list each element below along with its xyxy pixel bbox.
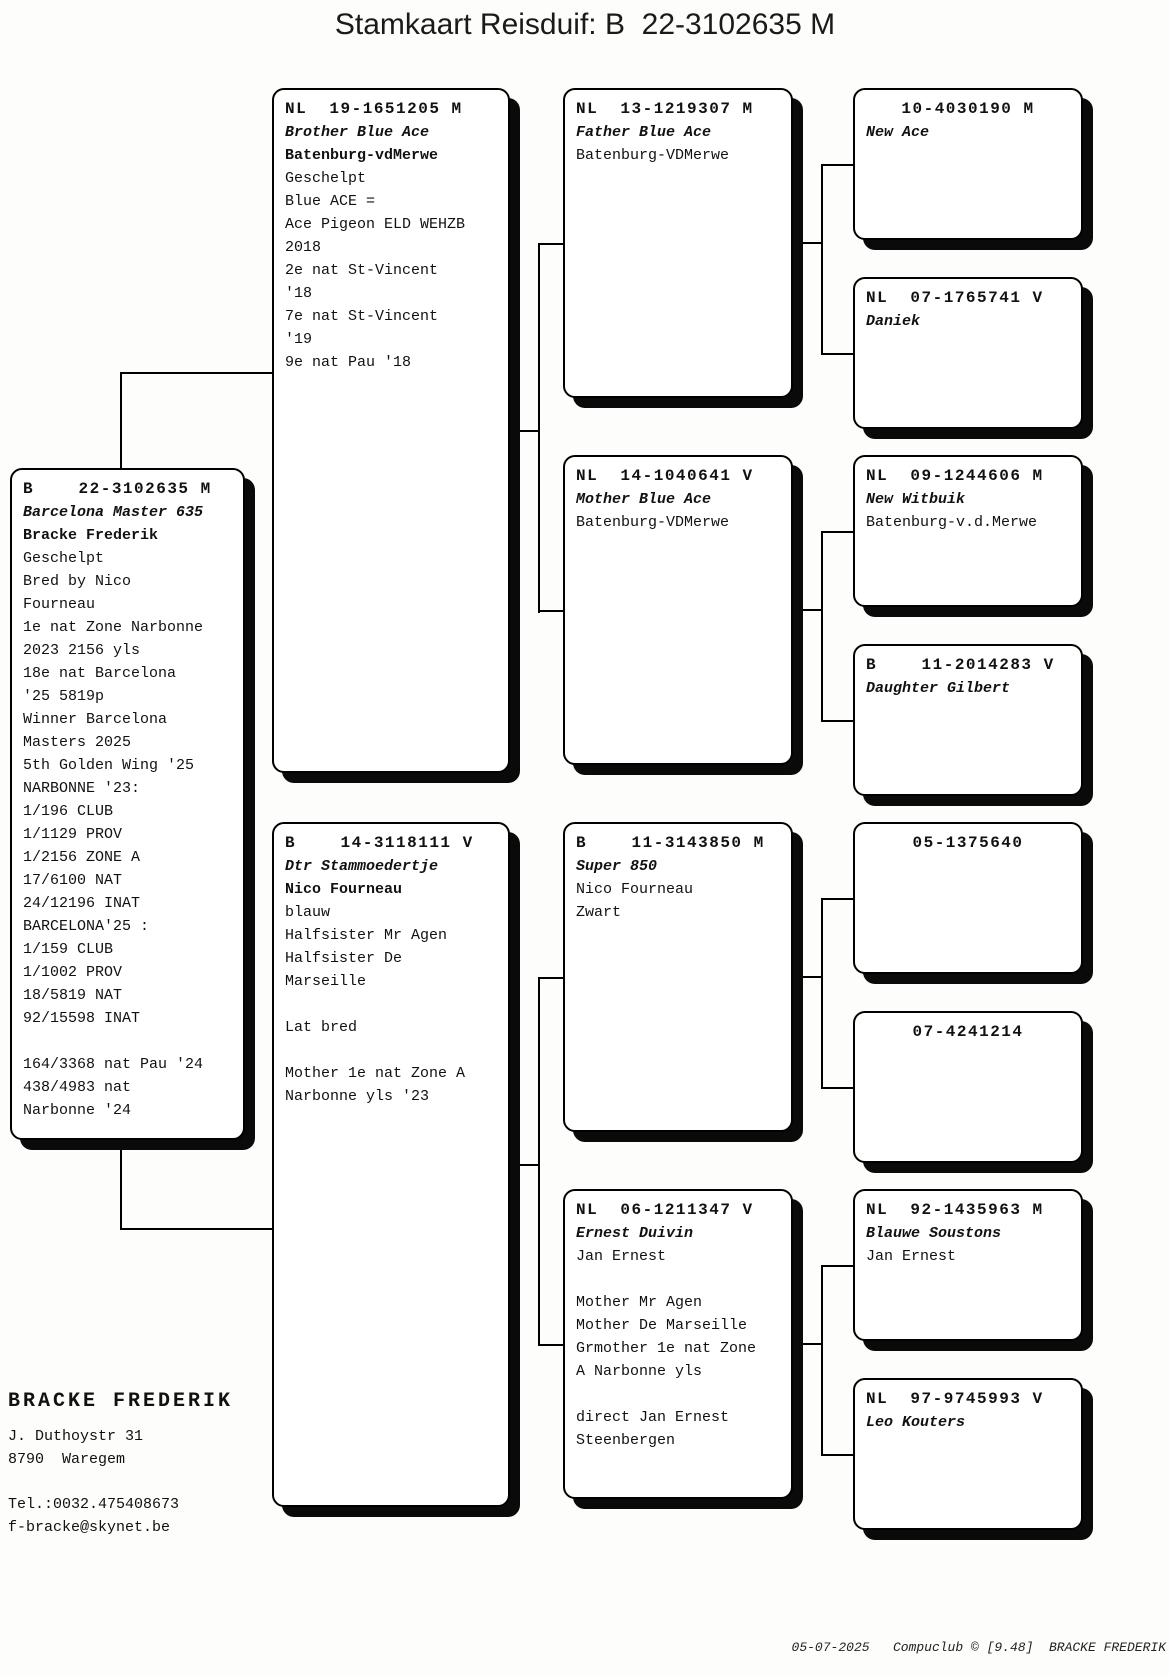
pedigree-line: 1/2156 ZONE A [23, 849, 141, 866]
pedigree-line: '18 [285, 285, 313, 302]
pigeon-box-father [272, 88, 510, 773]
pedigree-line: Nico Fourneau [285, 881, 403, 898]
pedigree-line: NL 97-9745993 V [866, 1390, 1044, 1408]
connector-line [821, 720, 855, 722]
connector-line [793, 242, 823, 244]
connector-line [510, 430, 540, 432]
pedigree-line: 5th Golden Wing '25 [23, 757, 195, 774]
connector-line [120, 372, 122, 470]
pedigree-line: NL 14-1040641 V [576, 467, 754, 485]
pedigree-line: Winner Barcelona [23, 711, 168, 728]
connector-line [793, 976, 823, 978]
pedigree-line: Batenburg-VDMerwe [576, 514, 730, 531]
pedigree-line: Fourneau [23, 596, 96, 613]
pedigree-line: Blauwe Soustons [866, 1225, 1002, 1242]
pigeon-box-great-grandparent-7 [853, 1189, 1083, 1341]
connector-line [821, 531, 823, 722]
connector-line [821, 1087, 855, 1089]
pedigree-line: Batenburg-v.d.Merwe [866, 514, 1038, 531]
pedigree-line: Batenburg-vdMerwe [285, 147, 439, 164]
connector-line [821, 898, 823, 1089]
pedigree-line: 18/5819 NAT [23, 987, 123, 1004]
pigeon-box-great-grandparent-3 [853, 455, 1083, 607]
pedigree-line: direct Jan Ernest [576, 1409, 730, 1426]
pedigree-line: New Ace [866, 124, 930, 141]
pigeon-box-subject [10, 468, 245, 1140]
pedigree-line: BARCELONA'25 : [23, 918, 150, 935]
pedigree-line: Mother De Marseille [576, 1317, 748, 1334]
pedigree-line: Brother Blue Ace [285, 124, 430, 141]
pedigree-line: Masters 2025 [23, 734, 132, 751]
pedigree-line: 7e nat St-Vincent [285, 308, 439, 325]
connector-line [120, 1138, 122, 1230]
pedigree-line: Leo Kouters [866, 1414, 966, 1431]
pedigree-line: 2018 [285, 239, 322, 256]
connector-line [821, 1265, 855, 1267]
pedigree-line: 1/159 CLUB [23, 941, 114, 958]
connector-line [793, 609, 823, 611]
connector-line [793, 1343, 823, 1345]
pedigree-line: Narbonne yls '23 [285, 1088, 430, 1105]
pedigree-line: 9e nat Pau '18 [285, 354, 412, 371]
pedigree-line: '25 5819p [23, 688, 105, 705]
breeder-info [8, 1390, 233, 1539]
pedigree-line: NL 13-1219307 M [576, 100, 754, 118]
connector-line [821, 898, 855, 900]
pedigree-line [576, 1268, 780, 1291]
pedigree-line: New Witbuik [866, 491, 966, 508]
pedigree-line: blauw [285, 904, 331, 921]
pedigree-line: Halfsister Mr Agen [285, 927, 448, 944]
connector-line [538, 977, 566, 979]
connector-line [538, 243, 566, 245]
pedigree-line: 07-4241214 [912, 1023, 1024, 1041]
breeder-phone: Tel.:0032.475408673 [8, 1496, 180, 1513]
pedigree-line: Grmother 1e nat Zone [576, 1340, 757, 1357]
pedigree-line: 05-1375640 [912, 834, 1024, 852]
pedigree-line: NL 09-1244606 M [866, 467, 1044, 485]
pedigree-line: NL 06-1211347 V [576, 1201, 754, 1219]
pedigree-line: Daughter Gilbert [866, 680, 1011, 697]
pigeon-box-great-grandparent-2 [853, 277, 1083, 429]
pedigree-line: 1/196 CLUB [23, 803, 114, 820]
pigeon-box-mother [272, 822, 510, 1507]
breeder-name: BRACKE FREDERIK [8, 1390, 234, 1413]
pedigree-line: Ernest Duivin [576, 1225, 694, 1242]
pedigree-line: Ace Pigeon ELD WEHZB [285, 216, 466, 233]
breeder-address-city: 8790 Waregem [8, 1451, 126, 1468]
pedigree-line: NL 19-1651205 M [285, 100, 463, 118]
pedigree-line: 17/6100 NAT [23, 872, 123, 889]
connector-line [821, 1265, 823, 1456]
pedigree-line: Jan Ernest [866, 1248, 957, 1265]
pedigree-line: 24/12196 INAT [23, 895, 141, 912]
breeder-address-street: J. Duthoystr 31 [8, 1428, 144, 1445]
pigeon-box-grandfather-paternal [563, 88, 793, 398]
pedigree-line: '19 [285, 331, 313, 348]
pedigree-line: Father Blue Ace [576, 124, 712, 141]
pedigree-line: 92/15598 INAT [23, 1010, 141, 1027]
pigeon-box-great-grandparent-8 [853, 1378, 1083, 1530]
connector-line [538, 977, 540, 1346]
connector-line [821, 1454, 855, 1456]
pedigree-line: B 11-2014283 V [866, 656, 1055, 674]
pedigree-line: Marseille [285, 973, 367, 990]
pedigree-line: 1/1002 PROV [23, 964, 123, 981]
pedigree-line [285, 993, 497, 1016]
pedigree-line: Lat bred [285, 1019, 358, 1036]
pedigree-line: Super 850 [576, 858, 658, 875]
pedigree-line: Mother 1e nat Zone A [285, 1065, 466, 1082]
pigeon-box-great-grandparent-6 [853, 1011, 1083, 1163]
pedigree-line: 438/4983 nat [23, 1079, 132, 1096]
pedigree-line [285, 1039, 497, 1062]
pedigree-line: Halfsister De [285, 950, 403, 967]
pedigree-line: Daniek [866, 313, 921, 330]
connector-line [821, 164, 855, 166]
connector-line [821, 353, 855, 355]
pedigree-line: Zwart [576, 904, 622, 921]
pedigree-line: Mother Mr Agen [576, 1294, 703, 1311]
connector-line [120, 1228, 274, 1230]
pedigree-line: NARBONNE '23: [23, 780, 141, 797]
pigeon-box-grandmother-paternal [563, 455, 793, 765]
pedigree-line: 164/3368 nat Pau '24 [23, 1056, 204, 1073]
pigeon-box-grandmother-maternal [563, 1189, 793, 1499]
pedigree-line: A Narbonne yls [576, 1363, 703, 1380]
pedigree-line: NL 07-1765741 V [866, 289, 1044, 307]
connector-line [510, 1164, 540, 1166]
pedigree-line: Bred by Nico [23, 573, 132, 590]
footer-print-info: 05-07-2025 Compuclub © [9.48] BRACKE FREDERIK [791, 1640, 1166, 1655]
pedigree-line: Geschelpt [285, 170, 367, 187]
breeder-email: f-bracke@skynet.be [8, 1519, 171, 1536]
connector-line [821, 531, 855, 533]
page-title: Stamkaart Reisduif: B 22-3102635 M [334, 8, 836, 41]
pedigree-line: Batenburg-VDMerwe [576, 147, 730, 164]
pedigree-line: NL 92-1435963 M [866, 1201, 1044, 1219]
pedigree-line: Blue ACE = [285, 193, 376, 210]
pedigree-line: 2e nat St-Vincent [285, 262, 439, 279]
pedigree-line: B 14-3118111 V [285, 834, 474, 852]
pedigree-line: Dtr Stammoedertje [285, 858, 439, 875]
pedigree-line: Narbonne '24 [23, 1102, 132, 1119]
pedigree-line: B 22-3102635 M [23, 480, 212, 498]
pedigree-line: 18e nat Barcelona [23, 665, 177, 682]
pedigree-line [23, 1030, 232, 1053]
pedigree-line: 1e nat Zone Narbonne [23, 619, 204, 636]
pigeon-box-great-grandparent-5 [853, 822, 1083, 974]
connector-line [821, 164, 823, 355]
pedigree-line: 1/1129 PROV [23, 826, 123, 843]
pedigree-line: Geschelpt [23, 550, 105, 567]
pedigree-line: 10-4030190 M [901, 100, 1035, 118]
pigeon-box-great-grandparent-1 [853, 88, 1083, 240]
pedigree-line: Bracke Frederik [23, 527, 159, 544]
pigeon-box-grandfather-maternal [563, 822, 793, 1132]
breeder-spacer [8, 1471, 233, 1493]
connector-line [538, 610, 566, 612]
connector-line [538, 243, 540, 613]
pigeon-box-great-grandparent-4 [853, 644, 1083, 796]
pedigree-line: 2023 2156 yls [23, 642, 141, 659]
pedigree-line: Barcelona Master 635 [23, 504, 204, 521]
pedigree-line: Steenbergen [576, 1432, 676, 1449]
connector-line [538, 1344, 566, 1346]
connector-line [120, 372, 274, 374]
pedigree-line: B 11-3143850 M [576, 834, 765, 852]
pedigree-line: Mother Blue Ace [576, 491, 712, 508]
pedigree-line: Nico Fourneau [576, 881, 694, 898]
pedigree-line: Jan Ernest [576, 1248, 667, 1265]
pedigree-line [576, 1383, 780, 1406]
